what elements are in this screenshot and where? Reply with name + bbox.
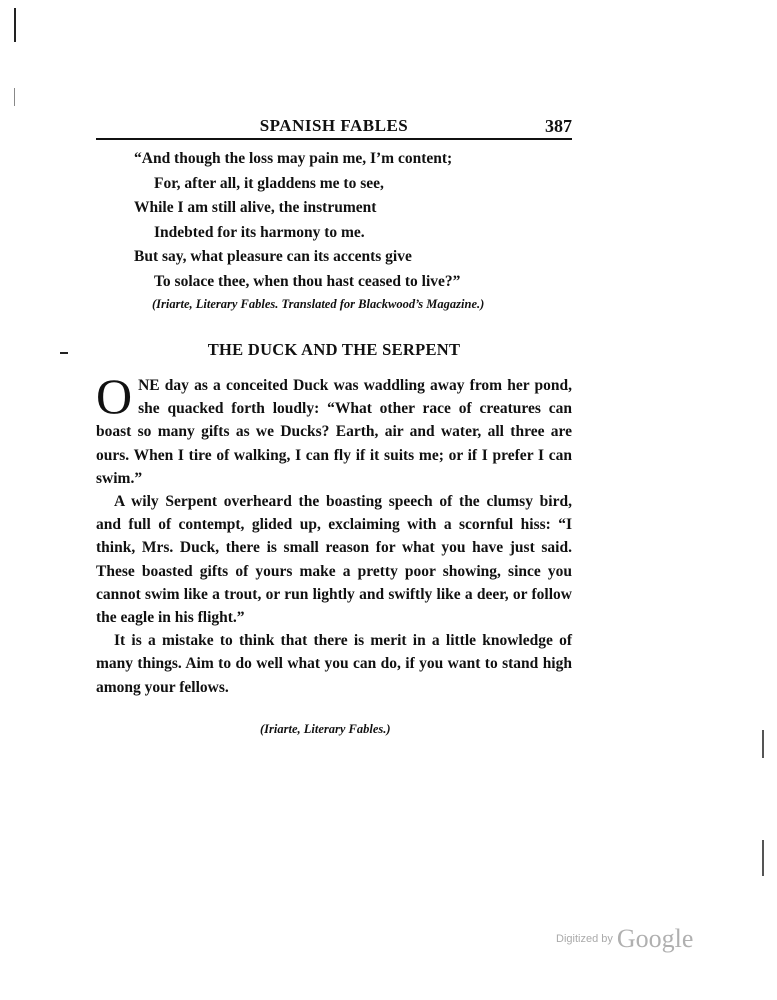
scan-margin-mark	[762, 840, 764, 876]
drop-cap: O	[96, 368, 133, 424]
poem-line: For, after all, it gladdens me to see,	[154, 174, 384, 192]
scan-margin-mark	[60, 352, 68, 354]
poem-line: Indebted for its harmony to me.	[154, 223, 365, 241]
story-citation: (Iriarte, Literary Fables.)	[260, 722, 391, 736]
watermark-prefix: Digitized by	[556, 933, 613, 945]
running-title: SPANISH FABLES	[259, 116, 409, 135]
scan-margin-mark	[762, 730, 764, 758]
poem-citation: (Iriarte, Literary Fables. Translated for Blackwood’s Magazine.)	[152, 297, 485, 311]
page-number: 387	[545, 116, 572, 136]
running-header	[96, 112, 572, 140]
poem-line: “And though the loss may pain me, I’m content;	[134, 150, 453, 167]
poem-line: While I am still alive, the instrument	[134, 199, 377, 216]
story-body	[96, 368, 572, 699]
poem-excerpt	[134, 147, 574, 294]
poem-line: To solace thee, when thou hast ceased to live?”	[154, 272, 461, 290]
paragraph-1-text: NE day as a conceited Duck was waddling away from her pond, she quacked forth loudly: “What other race of creatures can boast so many gifts as we Ducks? Earth, air and water, all three are ours. When I tire of walking, I can fly if it suits me; or if I prefer I can swim.”	[96, 377, 572, 487]
story-title: THE DUCK AND THE SERPENT	[207, 340, 461, 359]
digitized-watermark	[556, 924, 693, 954]
paragraph-2: A wily Serpent overheard the boasting speech of the clumsy bird, and full of contempt, glided up, exclaiming with a scornful hiss: “I think, Mrs. Duck, there is small reason for what you have just said. These boasted gifts of yours make a pretty poor showing, since you cannot swim like a trout, or run lightly and swiftly like a deer, or follow the eagle in his flight.”	[96, 493, 572, 627]
scan-margin-mark	[14, 8, 16, 42]
poem-line: But say, what pleasure can its accents give	[134, 248, 412, 265]
scan-margin-mark	[14, 88, 15, 106]
watermark-brand: Google	[616, 924, 694, 953]
paragraph-3: It is a mistake to think that there is merit in a little knowledge of many things. Aim to do well what you can do, if you want to stand high among your fellows.	[96, 632, 572, 696]
paragraph-1	[96, 368, 572, 490]
